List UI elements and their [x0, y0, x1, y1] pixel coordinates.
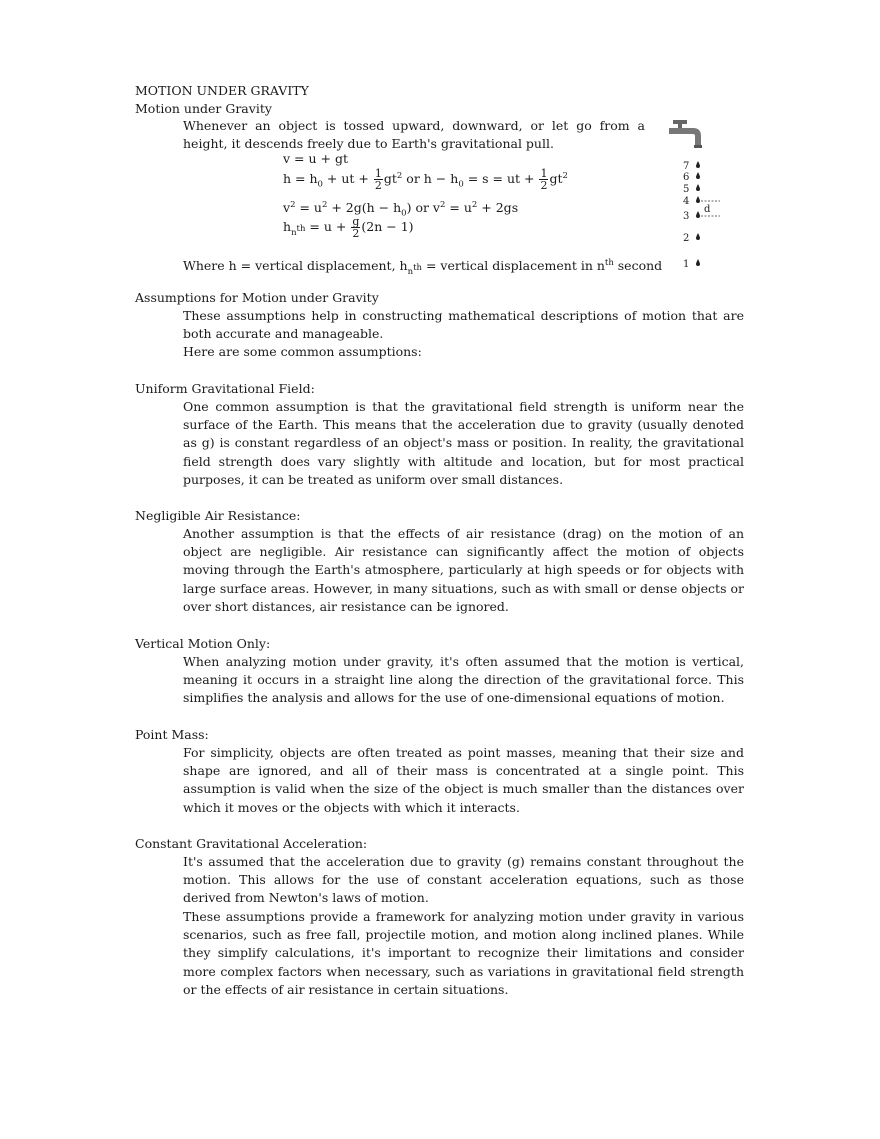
drop-label-2: 2: [683, 233, 690, 244]
equation-velocity: v = u + gt: [283, 151, 348, 166]
intro-paragraph: Whenever an object is tossed upward, downward, or let go from a height, it descends freely due to Earth's gravitational pull.: [183, 118, 645, 152]
water-tap-icon: [667, 118, 727, 278]
assumptions-lead: Here are some common assumptions:: [183, 344, 422, 359]
heading-air-resistance: Negligible Air Resistance:: [135, 508, 301, 523]
where-definition: Where h = vertical displacement, $h_{n^{th}}$ = vertical displacement in $n^{th}$ second: [183, 258, 663, 277]
equation-nth-second: $h_{n^{th}} = u$ + $\frac{g}{2}$ (2n − 1): [283, 215, 414, 240]
heading-vertical-motion: Vertical Motion Only:: [135, 636, 271, 651]
gap-label: d: [704, 204, 711, 215]
equation-velocity-squared: $v^2 = u^2 + 2g(h - h_0)$ or $v^2 = u^2 + 2gs$: [283, 200, 519, 219]
assumptions-intro: These assumptions help in constructing mathematical descriptions of motion that are both accurate and manageable.: [183, 308, 744, 342]
equation-height: $h = h_0$ + ut + $\frac{1}{2}$ $gt^2$ or $h - h_0 = s$ = ut + $\frac{1}{2}$ $gt^2$: [283, 167, 568, 192]
drop-label-5: 5: [683, 184, 690, 195]
body-vertical-motion: When analyzing motion under gravity, it's often assumed that the motion is vertical, meaning it occurs in a straight line along the direction of the gravitational force. This simplifies the analysis and allows for the use of one-dimensional equations of motion.: [183, 654, 744, 706]
drop-label-7: 7: [683, 161, 690, 172]
heading-constant-acceleration: Constant Gravitational Acceleration:: [135, 836, 368, 851]
drop-label-1: 1: [683, 259, 690, 270]
heading-point-mass: Point Mass:: [135, 727, 209, 742]
body-air-resistance: Another assumption is that the effects of air resistance (drag) on the motion of an object are negligible. Air resistance can significantly affect the motion of objects moving through the Earth's atmosphere, particularly at high speeds or for objects with large surface areas. However, in many situations, such as with small or dense objects or over short distances, air resistance can be ignored.: [183, 526, 744, 614]
section-heading-motion: Motion under Gravity: [135, 101, 272, 116]
body-uniform-field: One common assumption is that the gravitational field strength is uniform near the surface of the Earth. This means that the acceleration due to gravity (usually denoted as g) is constant regardless of an object's mass or position. In reality, the gravitational field strength does vary slightly with altitude and location, but for most practical purposes, it can be treated as uniform over small distances.: [183, 399, 744, 487]
drop-label-3: 3: [683, 211, 690, 222]
document-title: MOTION UNDER GRAVITY: [135, 83, 309, 98]
body-conclusion: These assumptions provide a framework for analyzing motion under gravity in various scenarios, such as free fall, projectile motion, and motion along inclined planes. While they simplify calculations, it's important to recognize their limitations and consider more complex factors when necessary, such as variations in gravitational field strength or the effects of air resistance in certain situations.: [183, 909, 744, 997]
drop-label-6: 6: [683, 172, 690, 183]
body-constant-acceleration: It's assumed that the acceleration due to gravity (g) remains constant throughout the motion. This allows for the use of constant acceleration equations, such as those derived from Newton's laws of motion.: [183, 854, 744, 906]
body-point-mass: For simplicity, objects are often treated as point masses, meaning that their size and shape are ignored, and all of their mass is concentrated at a single point. This assumption is valid when the size of the object is much smaller than the distances over which it moves or the objects with which it interacts.: [183, 745, 744, 815]
section-heading-assumptions: Assumptions for Motion under Gravity: [135, 290, 379, 305]
heading-uniform-field: Uniform Gravitational Field:: [135, 381, 315, 396]
falling-drops-figure: [667, 118, 727, 278]
drop-label-4: 4: [683, 196, 690, 207]
